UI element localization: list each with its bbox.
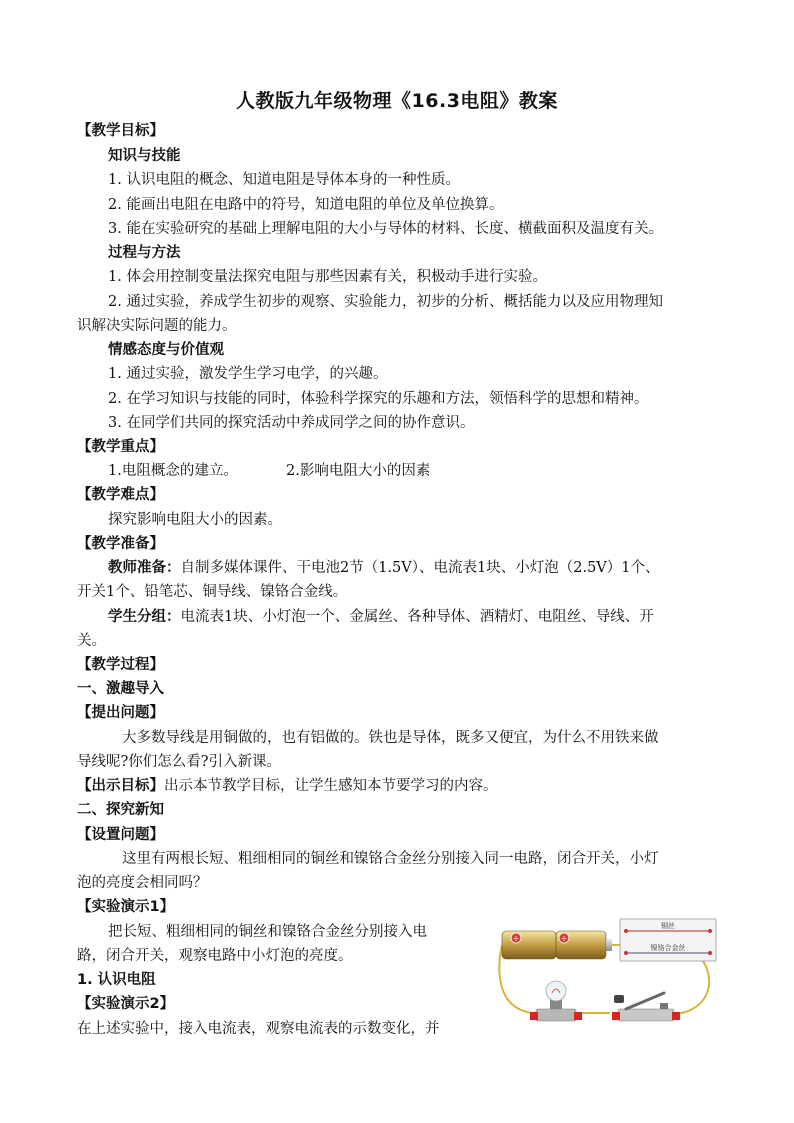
key-points-heading: 【教学重点】 — [77, 439, 164, 455]
emotion-heading: 情感态度与价值观 — [108, 342, 224, 358]
page-title: 人教版九年级物理《16.3电阻》教案 — [236, 90, 558, 112]
question-line-1: 大多数导线是用铜做的，也有铝做的。铁也是导体，既多又便宜，为什么不用铁来做 — [122, 730, 659, 746]
knowledge-item-3: 3. 能在实验研究的基础上理解电阻的大小与导体的材料、长度、横截面积及温度有关。 — [108, 221, 663, 237]
part1-heading: 一、激趣导入 — [77, 681, 164, 697]
knowledge-item-1: 1. 认识电阻的概念、知道电阻是导体本身的一种性质。 — [108, 172, 460, 188]
goal-line — [77, 776, 498, 796]
nichrome-wire-label: 镍铬合金丝 — [650, 944, 686, 952]
emotion-item-1: 1. 通过实验，激发学生学习电学，的兴趣。 — [108, 366, 388, 382]
demo1-line-1: 把长短、粗细相同的铜丝和镍铬合金丝分别接入电 — [108, 924, 427, 940]
teacher-prep-line-2: 开关1个、铅笔芯、铜导线、镍铬合金线。 — [77, 584, 348, 600]
question-line-2: 导线呢?你们怎么看?引入新课。 — [77, 754, 282, 770]
part2-heading: 二、探究新知 — [77, 802, 164, 818]
goals-heading: 【教学目标】 — [77, 123, 164, 139]
key-point-1: 1.电阻概念的建立。 — [108, 463, 238, 479]
setq-line-1: 这里有两根长短、粗细相同的铜丝和镍铬合金丝分别接入同一电路，闭合开关，小灯 — [122, 851, 659, 867]
process-item-2-cont: 识解决实际问题的能力。 — [77, 318, 237, 334]
knowledge-item-2: 2. 能画出电阻在电路中的符号，知道电阻的单位及单位换算。 — [108, 197, 504, 213]
circuit-figure — [492, 913, 722, 1033]
student-prep-label: 学生分组： — [108, 609, 181, 625]
light-bulb-icon — [530, 981, 582, 1021]
teacher-prep-text: 自制多媒体课件、干电池2节（1.5V）、电流表1块、小灯泡（2.5V）1个、 — [180, 560, 660, 576]
battery-plus-1: + — [512, 934, 520, 943]
teacher-prep-line-1 — [108, 558, 660, 578]
battery-icon — [502, 931, 612, 959]
setq-heading: 【设置问题】 — [77, 827, 164, 843]
demo1-line-2: 路，闭合开关，观察电路中小灯泡的亮度。 — [77, 948, 353, 964]
switch-icon — [612, 993, 680, 1021]
process-item-2: 2. 通过实验，养成学生初步的观察、实验能力，初步的分析、概括能力以及应用物理知 — [108, 294, 663, 310]
goal-label: 【出示目标】 — [77, 778, 164, 794]
battery-plus-2: + — [560, 934, 568, 943]
wire-right — [668, 953, 709, 1013]
goal-text: 出示本节教学目标，让学生感知本节要学习的内容。 — [164, 778, 498, 794]
student-prep-line-1 — [108, 607, 654, 627]
difficulty-heading: 【教学难点】 — [77, 487, 164, 503]
demo2-line-1: 在上述实验中，接入电流表，观察电流表的示数变化，并 — [77, 1021, 440, 1037]
emotion-item-3: 3. 在同学们共同的探究活动中养成同学之间的协作意识。 — [108, 415, 475, 431]
key-point-2: 2.影响电阻大小的因素 — [286, 463, 431, 479]
wire-board — [620, 919, 716, 961]
prep-heading: 【教学准备】 — [77, 536, 164, 552]
emotion-item-2: 2. 在学习知识与技能的同时，体验科学探究的乐趣和方法，领悟科学的思想和精神。 — [108, 391, 649, 407]
question-heading: 【提出问题】 — [77, 705, 164, 721]
difficulty-text: 探究影响电阻大小的因素。 — [108, 512, 282, 528]
student-prep-text: 电流表1块、小灯泡一个、金属丝、各种导体、酒精灯、电阻丝、导线、开 — [180, 609, 654, 625]
process-heading: 【教学过程】 — [77, 657, 164, 673]
sub1-heading: 1. 认识电阻 — [77, 972, 156, 988]
setq-line-2: 泡的亮度会相同吗？ — [77, 875, 208, 891]
process-method-heading: 过程与方法 — [108, 245, 181, 261]
knowledge-heading: 知识与技能 — [108, 148, 181, 164]
demo1-heading: 【实验演示1】 — [77, 899, 175, 915]
student-prep-line-2: 关。 — [77, 633, 106, 649]
demo2-heading: 【实验演示2】 — [77, 996, 175, 1012]
copper-wire-label: 铜丝 — [661, 922, 675, 930]
process-item-1: 1. 体会用控制变量法探究电阻与那些因素有关，积极动手进行实验。 — [108, 269, 547, 285]
teacher-prep-label: 教师准备： — [108, 560, 181, 576]
